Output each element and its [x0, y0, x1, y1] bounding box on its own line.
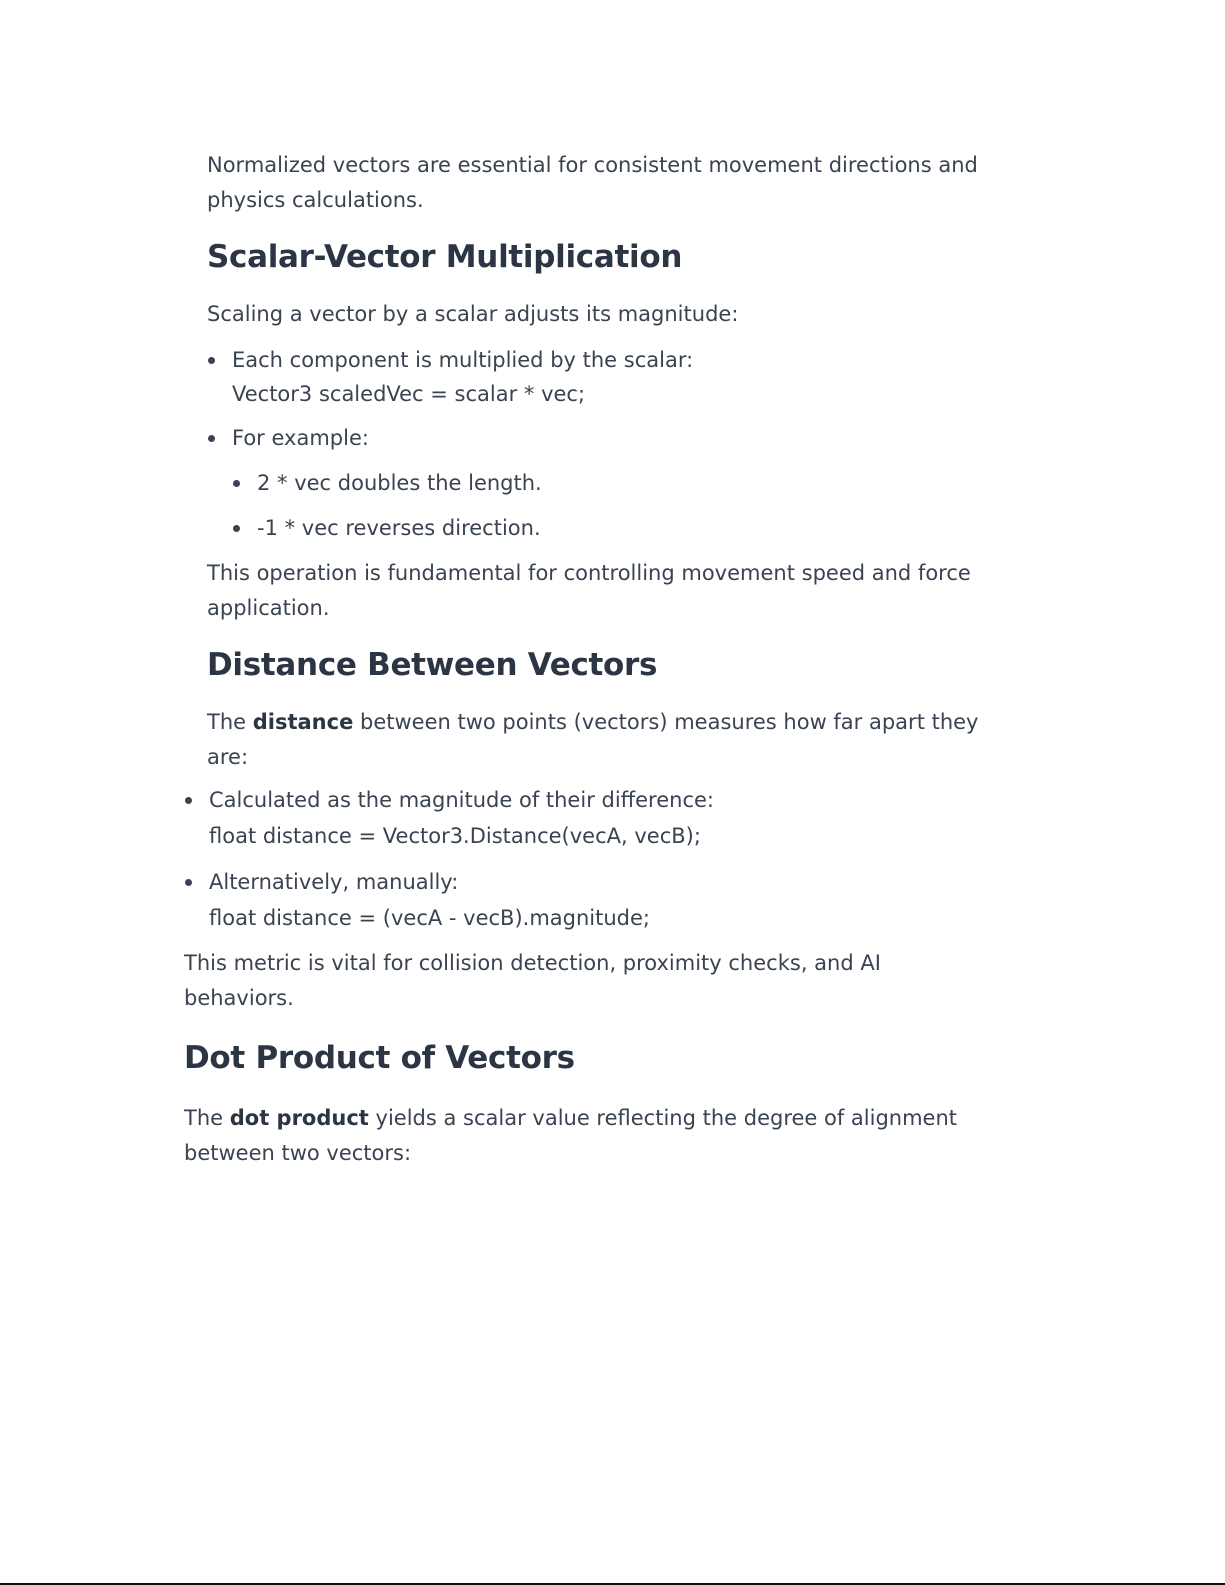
list-item: [209, 782, 714, 854]
scalar-bullet1-text: Each component is multiplied by the scalar:: [232, 348, 694, 372]
dot-intro-post: yields a scalar value reflecting the degree of alignment between two vectors:: [184, 1106, 958, 1165]
distance-intro-pre: The: [207, 710, 253, 734]
scalar-intro-paragraph: Scaling a vector by a scalar adjusts its magnitude:: [207, 302, 739, 326]
scalar-sub1-text: 2 * vec doubles the length.: [257, 471, 542, 495]
distance-bullet2-code: float distance = (vecA - vecB).magnitude;: [209, 906, 650, 930]
distance-bullet-list: [209, 782, 714, 854]
dot-product-intro-paragraph: [184, 1101, 984, 1171]
distance-bullet2-text: Alternatively, manually:: [209, 870, 459, 894]
list-item: [257, 466, 542, 500]
scalar-bullet-list: [232, 343, 693, 411]
scalar-bullet-list-2: [232, 421, 369, 455]
scalar-sub-list: [257, 466, 542, 500]
list-item: [209, 864, 650, 936]
distance-closing-paragraph: This metric is vital for collision detection, proximity checks, and AI behaviors.: [184, 951, 881, 1010]
bullet-dot-icon: [185, 879, 192, 886]
bullet-dot-icon: [233, 525, 240, 532]
dot-product-heading: Dot Product of Vectors: [184, 1040, 575, 1076]
distance-bullet1-code: float distance = Vector3.Distance(vecA, vecB);: [209, 824, 701, 848]
distance-bullet-list-2: [209, 864, 650, 936]
distance-bullet1-text: Calculated as the magnitude of their difference:: [209, 788, 714, 812]
scalar-closing-paragraph: This operation is fundamental for controlling movement speed and force application.: [207, 561, 971, 620]
distance-intro-bold: distance: [252, 710, 354, 734]
scalar-bullet1-code: Vector3 scaledVec = scalar * vec;: [232, 382, 586, 406]
scalar-vector-heading: Scalar-Vector Multiplication: [207, 239, 683, 275]
distance-heading: Distance Between Vectors: [207, 647, 658, 683]
distance-intro-paragraph: [207, 705, 987, 775]
list-item: [257, 511, 541, 545]
normalized-closing-paragraph: Normalized vectors are essential for consistent movement directions and physics calculations.: [207, 153, 978, 212]
dot-intro-bold: dot product: [229, 1106, 369, 1130]
scalar-bullet2-text: For example:: [232, 426, 369, 450]
bullet-dot-icon: [208, 435, 215, 442]
dot-intro-pre: The: [184, 1106, 230, 1130]
list-item: [232, 421, 369, 455]
bullet-dot-icon: [233, 480, 240, 487]
scalar-sub-list-2: [257, 511, 541, 545]
list-item: [232, 343, 693, 411]
distance-intro-post: between two points (vectors) measures how far apart they are:: [207, 710, 979, 769]
scalar-sub2-text: -1 * vec reverses direction.: [257, 516, 541, 540]
bullet-dot-icon: [208, 357, 215, 364]
bullet-dot-icon: [185, 797, 192, 804]
